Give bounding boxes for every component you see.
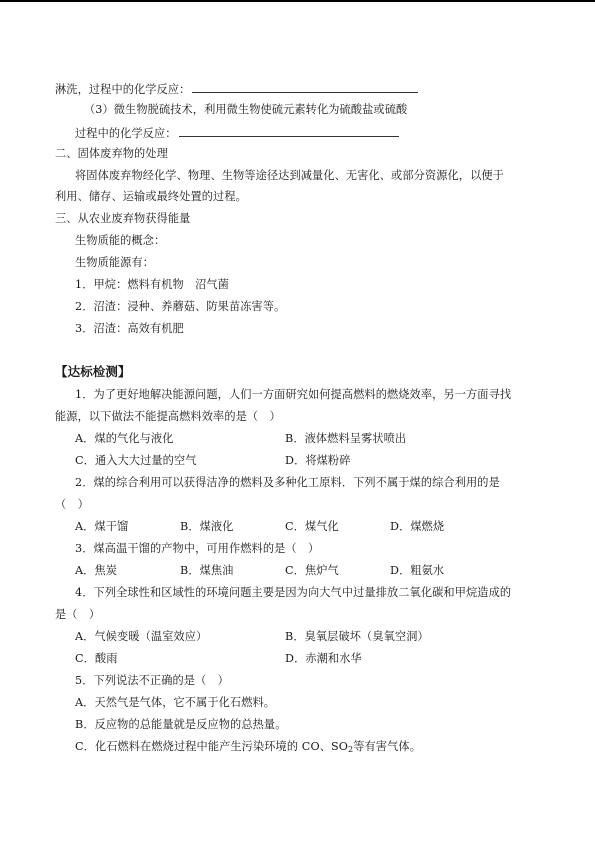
q1-option-a: A．煤的气化与液化 — [75, 432, 174, 445]
q1-line-2: 能源，以下做法不能提高燃料效率的是（ ） — [55, 410, 281, 423]
q2-line-1: 2．煤的综合利用可以获得洁净的燃料及多种化工原料．下列不属于煤的综合利用的是 — [75, 476, 500, 489]
q2-line-2: （ ） — [55, 498, 89, 511]
q5-option-c-suffix: 等有害气体。 — [353, 740, 421, 753]
q1-option-d: D．将煤粉碎 — [285, 454, 351, 467]
section2-title: 二、固体废弃物的处理 — [55, 147, 168, 160]
process-answer-blank — [179, 124, 399, 137]
q4-line-1: 4．下列全球性和区域性的环境问题主要是因为向大气中过量排放二氧化碳和甲烷造成的 — [75, 586, 512, 599]
rinse-line — [55, 80, 418, 96]
section2-body-1: 将固体废弃物经化学、物理、生物等途径达到减量化、无害化、或部分资源化，以便于 — [75, 169, 504, 182]
q2-option-a: A．煤干馏 — [75, 520, 129, 533]
q5-option-c — [75, 739, 421, 755]
biomass-concept: 生物质能的概念： — [75, 234, 166, 247]
q4-options-row-1 — [75, 629, 555, 645]
q5-option-b: B．反应物的总能量就是反应物的总热量。 — [75, 718, 287, 731]
q4-line-2: 是（ ） — [55, 608, 101, 621]
q1-option-c: C．通入大大过量的空气 — [75, 454, 197, 467]
q5-option-c-subscript: 2 — [348, 745, 354, 754]
q1-options-row-2 — [75, 453, 555, 469]
q5-option-a: A．天然气是气体，它不属于化石燃料。 — [75, 696, 276, 709]
q3-options-row — [75, 563, 555, 579]
process-line — [75, 124, 399, 140]
q2-option-d: D．煤燃烧 — [390, 520, 445, 533]
q3-option-b: B．煤焦油 — [180, 564, 234, 577]
top-rule — [0, 0, 595, 2]
q2-options-row — [75, 519, 555, 535]
q4-option-c: C．酸雨 — [75, 652, 118, 665]
q2-option-c: C．煤气化 — [285, 520, 339, 533]
q2-option-b: B．煤液化 — [180, 520, 234, 533]
q4-options-row-2 — [75, 651, 555, 667]
q4-option-a: A．气候变暖（温室效应） — [75, 630, 208, 643]
source-item-2: 2．沼渣：浸种、养蘑菇、防果苗冻害等。 — [75, 300, 286, 313]
source-item-3: 3．沼渣：高效有机肥 — [75, 322, 184, 335]
biomass-sources: 生物质能源有： — [75, 256, 155, 269]
rinse-answer-blank — [192, 80, 418, 93]
section3-title: 三、从农业废弃物获得能量 — [55, 212, 191, 225]
q1-line-1: 1．为了更好地解决能源问题，人们一方面研究如何提高燃料的燃烧效率，另一方面寻找 — [75, 388, 512, 401]
q4-option-b: B．臭氧层破坏（臭氧空洞） — [285, 630, 429, 643]
q3-line-1: 3．煤高温干馏的产物中，可用作燃料的是（ ） — [75, 542, 320, 555]
q5-option-c-text: C．化石燃料在燃烧过程中能产生污染环境的 CO、SO — [75, 740, 349, 753]
q4-option-d: D．赤潮和水华 — [285, 652, 362, 665]
microbe-line: （3）微生物脱硫技术，利用微生物使硫元素转化为硫酸盐或硫酸 — [84, 103, 408, 116]
q1-options-row-1 — [75, 431, 555, 447]
q3-option-a: A．焦炭 — [75, 564, 118, 577]
source-item-1: 1．甲烷：燃料有机物 沼气菌 — [75, 278, 229, 291]
q3-option-c: C．焦炉气 — [285, 564, 339, 577]
rinse-label: 淋洗，过程中的化学反应： — [55, 83, 191, 96]
test-heading: 【达标检测】 — [55, 364, 131, 379]
q3-option-d: D．粗氨水 — [390, 564, 445, 577]
q5-line-1: 5．下列说法不正确的是（ ） — [75, 674, 229, 687]
q1-option-b: B．液体燃料呈雾状喷出 — [285, 432, 407, 445]
section2-body-2: 利用、储存、运输或最终处置的过程。 — [55, 190, 247, 203]
process-label: 过程中的化学反应： — [75, 127, 177, 140]
